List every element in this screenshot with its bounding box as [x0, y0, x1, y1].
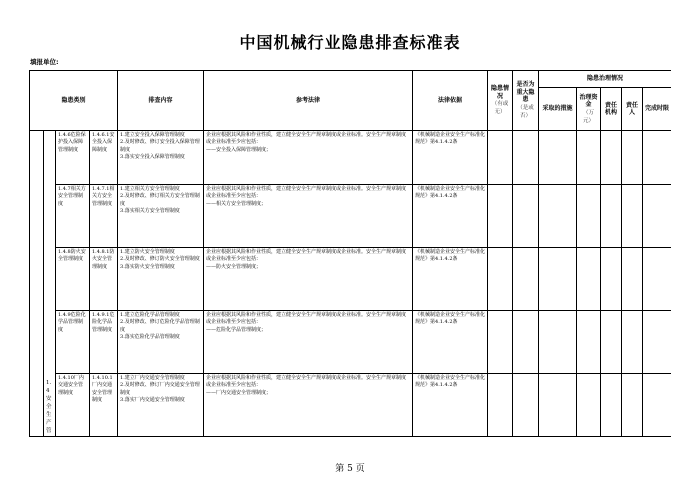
major-hazard-input[interactable] — [513, 374, 539, 437]
funds-input[interactable] — [577, 374, 601, 437]
major-hazard-input[interactable] — [513, 131, 539, 185]
header-major-hazard — [513, 71, 539, 131]
major-hazard-input[interactable] — [513, 185, 539, 248]
measures-input[interactable] — [539, 131, 577, 185]
check-item: 1.建立安全投入保障管理制度 — [120, 132, 185, 138]
reference-law-cell — [204, 131, 413, 185]
header-content: 排查内容 — [118, 71, 204, 131]
major-hazard-input[interactable] — [513, 248, 539, 311]
check-item: 1.建立危险化学品管理制度 — [120, 312, 180, 318]
subcategory-cell: 1.4.7相关方安全管理制度 — [56, 185, 90, 248]
category-blank-cell — [30, 131, 44, 437]
header-funds — [577, 88, 601, 131]
check-item: 1.建立防火安全管理制度 — [120, 249, 175, 255]
completion-input[interactable] — [643, 185, 671, 248]
check-content-cell — [118, 311, 204, 374]
measures-input[interactable] — [539, 248, 577, 311]
law-line: ——厂内交通安全管理制度； — [206, 389, 272, 396]
law-line: ——相关方安全管理制度； — [206, 200, 267, 207]
item-number-cell: 1.4.10.1厂内交通安全管理制度 — [90, 374, 118, 437]
hazard-table — [29, 70, 671, 437]
legal-basis-cell — [413, 248, 488, 311]
hazard-status-input[interactable] — [488, 131, 513, 185]
subcategory-cell: 1.4.8防火安全管理制度 — [56, 248, 90, 311]
check-item: 3.落实安全投入保障管理制度 — [120, 153, 185, 160]
check-item: 1.建立厂内交通安全管理制度 — [120, 375, 185, 381]
responsible-org-input[interactable] — [601, 131, 622, 185]
measures-input[interactable] — [539, 185, 577, 248]
category-cell: 1.4安全生产管 — [44, 131, 56, 437]
law-line: 企业应根据其风险和作业性质，建立健全安全生产规章制度或企业标准。安全生产规章制度或企业标准至少应包括： — [206, 249, 407, 263]
header-hazard-status-label: 隐患情况 — [491, 85, 510, 100]
funds-input[interactable] — [577, 248, 601, 311]
table-row — [30, 248, 672, 311]
check-content-cell — [118, 374, 204, 437]
item-number-cell: 1.4.9.1危险化学品管理制度 — [90, 311, 118, 374]
check-item: 2.及时修改、修订危险化学品管理制度 — [120, 319, 200, 333]
completion-input[interactable] — [643, 374, 671, 437]
reference-law-cell — [204, 185, 413, 248]
law-line: ——危险化学品管理制度； — [206, 326, 267, 333]
filler-unit-label: 填报单位: — [30, 58, 59, 66]
basis-line: 《机械制造企业安全生产标准化规范》第4.1.4.2条 — [415, 186, 486, 200]
reference-law-cell — [204, 374, 413, 437]
check-item: 3.落实相关方安全管理制度 — [120, 207, 180, 214]
table-row — [30, 131, 672, 185]
check-item: 1.建立相关方安全管理制度 — [120, 186, 180, 192]
completion-input[interactable] — [643, 131, 671, 185]
major-hazard-input[interactable] — [513, 311, 539, 374]
measures-input[interactable] — [539, 311, 577, 374]
law-line: 企业应根据其风险和作业性质，建立健全安全生产规章制度或企业标准。安全生产规章制度或企业标准至少应包括： — [206, 312, 407, 326]
responsible-person-input[interactable] — [622, 185, 643, 248]
responsible-person-input[interactable] — [622, 311, 643, 374]
header-major-hazard-label: 是否为重大隐患 — [516, 81, 535, 104]
table-row — [30, 374, 672, 437]
hazard-status-input[interactable] — [488, 374, 513, 437]
responsible-person-input[interactable] — [622, 131, 643, 185]
responsible-org-input[interactable] — [601, 248, 622, 311]
check-item: 3.落实厂内交通安全管理制度 — [120, 396, 185, 403]
table-row — [30, 185, 672, 248]
header-major-hazard-sub: （是或否） — [517, 104, 534, 119]
header-reference: 参考法律 — [204, 71, 413, 131]
table-row — [30, 311, 672, 374]
responsible-org-input[interactable] — [601, 311, 622, 374]
basis-line: 《机械制造企业安全生产标准化规范》第4.1.4.2条 — [415, 375, 486, 389]
legal-basis-cell — [413, 131, 488, 185]
hazard-status-input[interactable] — [488, 185, 513, 248]
check-item: 2.及时修改、修订厂内交通安全管理制度 — [120, 382, 200, 396]
funds-input[interactable] — [577, 131, 601, 185]
reference-law-cell — [204, 248, 413, 311]
responsible-org-input[interactable] — [601, 374, 622, 437]
check-content-cell — [118, 248, 204, 311]
check-content-cell — [118, 185, 204, 248]
law-line: 企业应根据其风险和作业性质，建立健全安全生产规章制度或企业标准。安全生产规章制度或企业标准至少应包括： — [206, 375, 407, 389]
subcategory-cell: 1.4.9危险化学品管理制度 — [56, 311, 90, 374]
legal-basis-cell — [413, 311, 488, 374]
funds-input[interactable] — [577, 185, 601, 248]
page-number: 第 5 页 — [335, 464, 365, 474]
header-responsible-org: 责任机构 — [601, 88, 622, 131]
funds-input[interactable] — [577, 311, 601, 374]
item-number-cell: 1.4.6.1安全投入保障制度 — [90, 131, 118, 185]
table-body — [30, 131, 672, 437]
header-funds-label: 治理资金 — [579, 93, 598, 109]
responsible-person-input[interactable] — [622, 374, 643, 437]
law-line: ——防火安全管理制度； — [206, 263, 262, 270]
hazard-status-input[interactable] — [488, 311, 513, 374]
check-item: 2.及时修改、修订防火安全管理制度 — [120, 256, 200, 263]
basis-line: 《机械制造企业安全生产标准化规范》第4.1.4.2条 — [415, 249, 486, 263]
header-category: 隐患类别 — [30, 71, 118, 131]
header-hazard-status — [488, 71, 513, 131]
page-title: 中国机械行业隐患排查标准表 — [239, 33, 461, 52]
check-content-cell — [118, 131, 204, 185]
completion-input[interactable] — [643, 311, 671, 374]
law-line: ——安全投入保障管理制度； — [206, 146, 272, 153]
reference-law-cell — [204, 311, 413, 374]
item-number-cell: 1.4.8.1防火安全管理制度 — [90, 248, 118, 311]
basis-line: 《机械制造企业安全生产标准化规范》第4.1.4.2条 — [415, 312, 486, 326]
law-line: 企业应根据其风险和作业性质，建立健全安全生产规章制度或企业标准。安全生产规章制度或企业标准至少应包括： — [206, 132, 407, 146]
check-item: 3.落实危险化学品管理制度 — [120, 333, 180, 340]
responsible-person-input[interactable] — [622, 248, 643, 311]
hazard-status-input[interactable] — [488, 248, 513, 311]
basis-line: 《机械制造企业安全生产标准化规范》第4.1.4.2条 — [415, 132, 486, 146]
hazard-table-sheet — [29, 70, 671, 454]
header-measures: 采取的措施 — [539, 88, 577, 131]
header-legal-basis: 法律依据 — [413, 71, 488, 131]
item-number-cell: 1.4.7.1相关方安全管理制度 — [90, 185, 118, 248]
legal-basis-cell — [413, 374, 488, 437]
header-governance: 隐患治理情况 — [539, 71, 671, 88]
header-completion: 完成时限 — [643, 88, 671, 131]
check-item: 2.及时修改、修订安全投入保障管理制度 — [120, 139, 200, 153]
legal-basis-cell — [413, 185, 488, 248]
header-funds-sub: （万元） — [583, 109, 595, 124]
law-line: 企业应根据其风险和作业性质，建立健全安全生产规章制度或企业标准。安全生产规章制度或企业标准至少应包括： — [206, 186, 407, 200]
subcategory-cell: 1.4.6危险保护投入保障管理制度 — [56, 131, 90, 185]
check-item: 3.落实防火安全管理制度 — [120, 263, 175, 270]
check-item: 2.及时修改、修订相关方安全管理制度 — [120, 193, 200, 207]
completion-input[interactable] — [643, 248, 671, 311]
header-hazard-status-sub: （有或无） — [491, 101, 509, 115]
measures-input[interactable] — [539, 374, 577, 437]
responsible-org-input[interactable] — [601, 185, 622, 248]
subcategory-cell: 1.4.10厂内交通安全管理制度 — [56, 374, 90, 437]
header-responsible-person: 责任人 — [622, 88, 643, 131]
